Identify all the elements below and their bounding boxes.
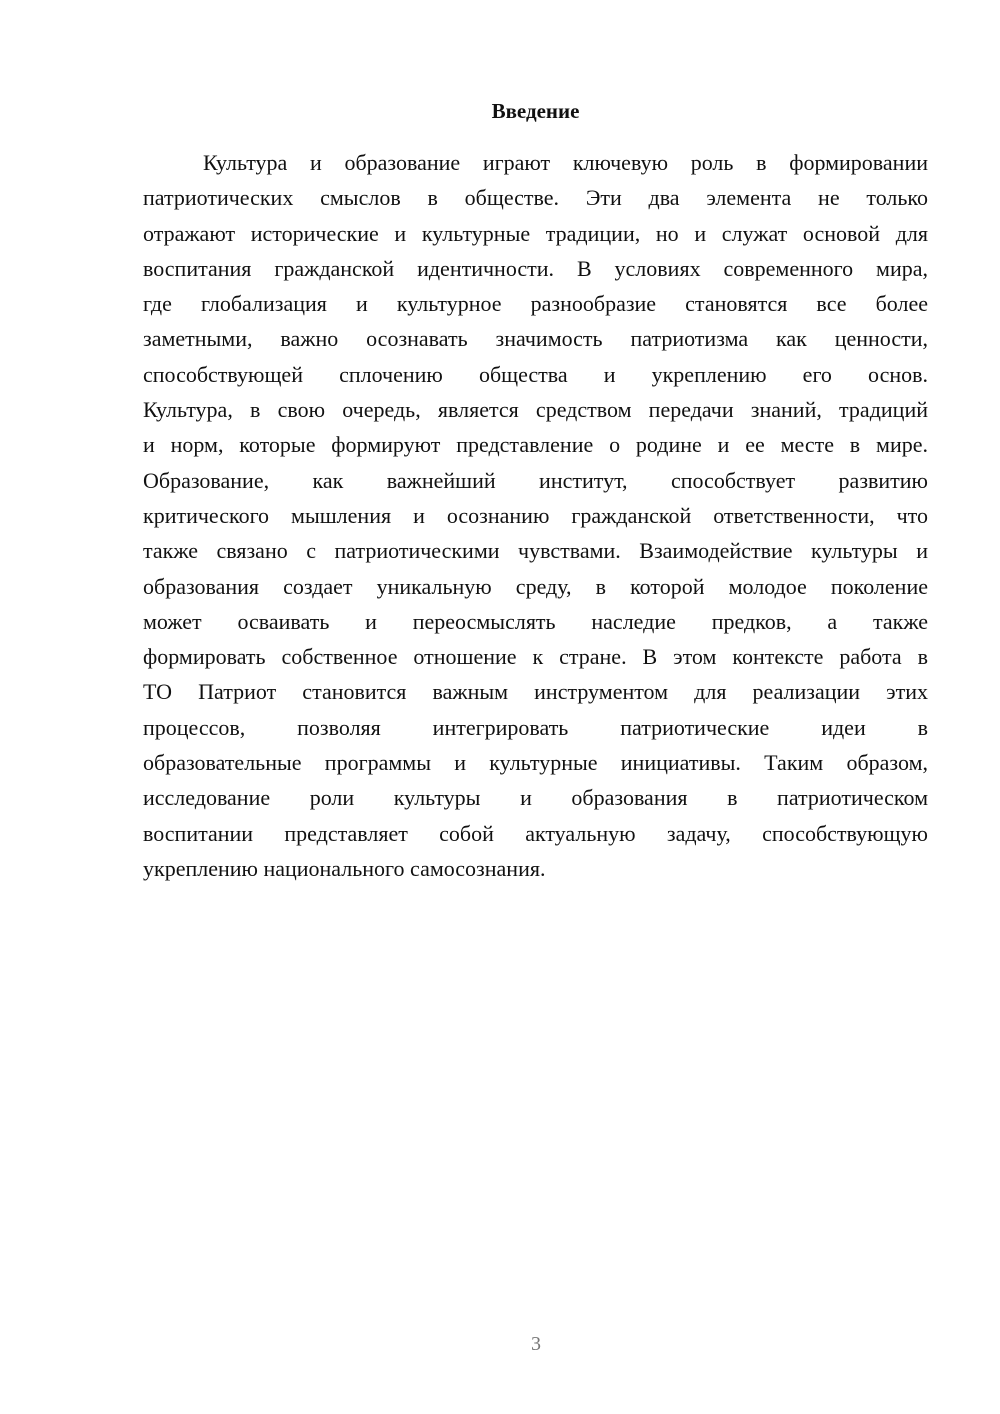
paragraph-line: ТО Патриот становится важным инструментом для реализации этих	[143, 679, 928, 705]
paragraph-line: исследование роли культуры и образования в патриотическом	[143, 785, 928, 811]
paragraph-line: образования создает уникальную среду, в которой молодое поколение	[143, 573, 928, 599]
paragraph-line: критического мышления и осознанию гражданской ответственности, что	[143, 502, 928, 528]
paragraph-line: воспитании представляет собой актуальную задачу, способствующую	[143, 820, 928, 846]
paragraph-line: укреплению национального самосознания.	[143, 855, 546, 881]
page-number: 3	[531, 1333, 541, 1355]
paragraph-line: может осваивать и переосмыслять наследие предков, а также	[143, 608, 928, 634]
paragraph-line: и норм, которые формируют представление о родине и ее месте в мире.	[143, 432, 928, 458]
section-heading: Введение	[491, 99, 580, 123]
body-paragraph	[143, 145, 928, 886]
paragraph-line: Образование, как важнейший институт, способствует развитию	[143, 467, 928, 493]
paragraph-line: заметными, важно осознавать значимость патриотизма как ценности,	[143, 326, 928, 352]
paragraph-line: где глобализация и культурное разнообразие становятся все более	[143, 291, 928, 317]
paragraph-line: процессов, позволяя интегрировать патриотические идеи в	[143, 714, 928, 740]
paragraph-line: способствующей сплочению общества и укреплению его основ.	[143, 361, 928, 387]
paragraph-line: отражают исторические и культурные традиции, но и служат основой для	[143, 220, 928, 246]
paragraph-line: также связано с патриотическими чувствами. Взаимодействие культуры и	[143, 538, 928, 564]
paragraph-line: формировать собственное отношение к стране. В этом контексте работа в	[143, 644, 928, 670]
paragraph-line: воспитания гражданской идентичности. В условиях современного мира,	[143, 255, 928, 281]
paragraph-line: образовательные программы и культурные инициативы. Таким образом,	[143, 750, 928, 776]
paragraph-line: Культура и образование играют ключевую роль в формировании	[203, 150, 928, 175]
paragraph-line: патриотических смыслов в обществе. Эти два элемента не только	[143, 185, 928, 211]
paragraph-line: Культура, в свою очередь, является средством передачи знаний, традиций	[143, 397, 928, 423]
